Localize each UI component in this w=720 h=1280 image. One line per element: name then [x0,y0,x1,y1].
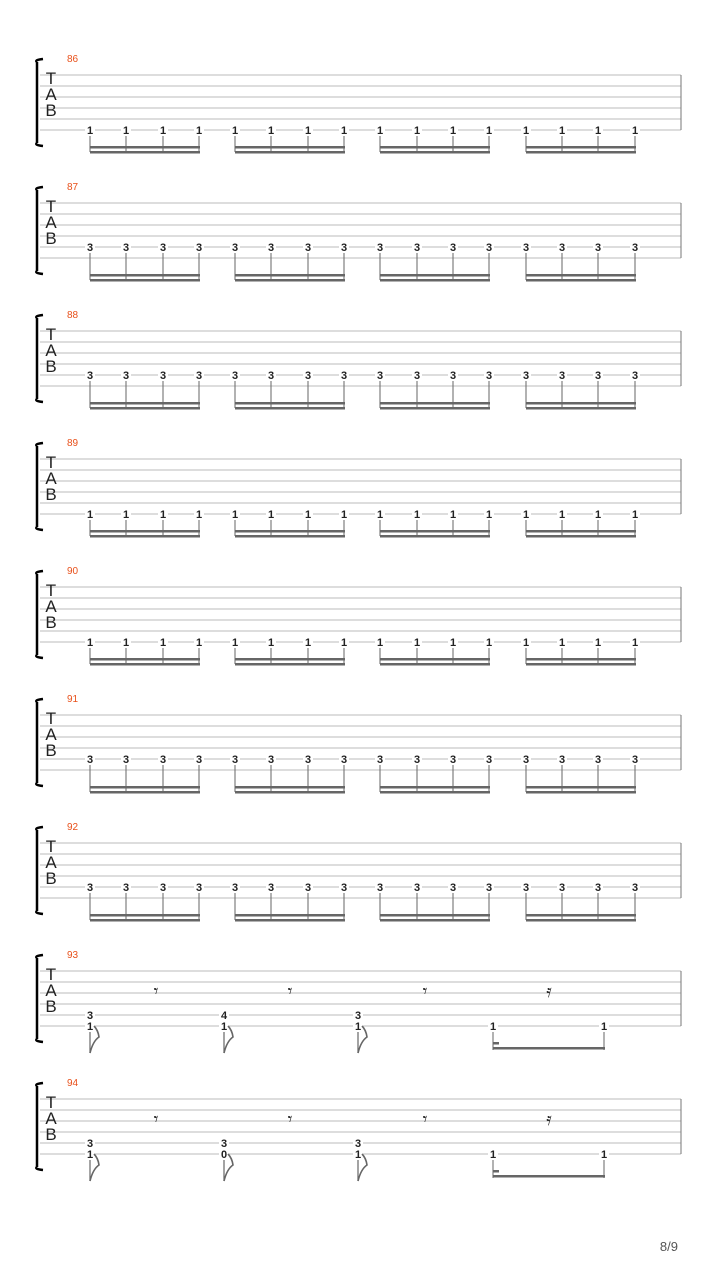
measure-number: 93 [67,950,79,961]
beam-eighth [90,786,200,789]
fret-number: 3 [354,1010,362,1022]
fret-number: 1 [376,637,384,649]
system-bracket [36,315,43,402]
beam-sixteenth [380,151,490,154]
fret-number: 1 [413,125,421,137]
tab-clef-letter: T [45,1093,57,1112]
fret-number: 1 [267,509,275,521]
beam-sixteenth [380,535,490,538]
fret-number: 1 [600,1149,608,1161]
fret-number: 3 [231,242,239,254]
beam-sixteenth [380,279,490,282]
beam-sixteenth [90,151,200,154]
eighth-rest: 𝄾 [153,981,159,1002]
beam-eighth [380,914,490,917]
fret-number: 3 [267,370,275,382]
fret-number: 1 [195,125,203,137]
fret-number: 1 [449,637,457,649]
fret-number: 3 [449,242,457,254]
tab-clef-letter: B [45,869,57,888]
fret-number: 1 [267,637,275,649]
tab-clef-letter: T [45,965,57,984]
beam-eighth [380,786,490,789]
measure-number: 90 [67,566,79,577]
fret-number: 3 [485,242,493,254]
fret-number: 3 [449,882,457,894]
fret-number: 1 [195,637,203,649]
tab-clef-letter: B [45,997,57,1016]
eighth-rest: 𝄾 [153,1109,159,1130]
tab-clef-letter: A [45,85,57,104]
fret-number: 3 [522,882,530,894]
fret-number: 3 [413,754,421,766]
beam-eighth [526,914,636,917]
beam-eighth [493,1047,605,1050]
beam-sixteenth [526,663,636,666]
beam-eighth [493,1175,605,1178]
beam-eighth [380,658,490,661]
fret-number: 3 [413,882,421,894]
fret-number: 3 [558,370,566,382]
fret-number: 3 [267,754,275,766]
tab-clef-letter: A [45,213,57,232]
tab-clef-letter: A [45,469,57,488]
fret-number: 3 [631,242,639,254]
fret-number: 3 [267,242,275,254]
system-bracket [36,827,43,914]
fret-number: 3 [340,370,348,382]
beam-eighth [526,786,636,789]
fret-number: 3 [376,242,384,254]
fret-number: 3 [594,882,602,894]
fret-number: 3 [304,370,312,382]
fret-number: 3 [376,754,384,766]
fret-number: 1 [122,637,130,649]
beam-sixteenth [235,279,345,282]
fret-number: 1 [485,509,493,521]
fret-number: 1 [631,509,639,521]
fret-number: 1 [558,637,566,649]
system-bracket [36,1083,43,1170]
beam-sixteenth [235,535,345,538]
measure-number: 94 [67,1078,79,1089]
eighth-rest: 𝄾 [287,1109,293,1130]
fret-number: 1 [304,125,312,137]
fret-number: 1 [485,125,493,137]
fret-number: 1 [485,637,493,649]
tab-system-91 [36,694,681,794]
beam-sixteenth [380,663,490,666]
measure-number: 86 [67,54,79,65]
fret-number: 1 [159,509,167,521]
tab-clef-letter: B [45,1125,57,1144]
beam-sixteenth [380,791,490,794]
fret-number: 1 [594,637,602,649]
beam-eighth [235,530,345,533]
fret-number: 1 [231,125,239,137]
eighth-rest: 𝄾 [422,981,428,1002]
tab-system-86 [36,54,681,154]
fret-number: 3 [558,754,566,766]
tab-clef-letter: T [45,197,57,216]
beam-eighth [235,274,345,277]
fret-number: 3 [304,242,312,254]
beam-eighth [380,274,490,277]
tab-clef-letter: T [45,837,57,856]
sixteenth-rest: 𝄿 [546,1109,552,1130]
system-bracket [36,187,43,274]
fret-number: 3 [86,754,94,766]
tab-clef-letter: A [45,725,57,744]
tab-clef-letter: B [45,101,57,120]
system-bracket [36,59,43,146]
fret-number: 3 [376,882,384,894]
beam-sixteenth [526,407,636,410]
fret-number: 3 [376,370,384,382]
fret-number: 3 [485,754,493,766]
tab-clef-letter: T [45,325,57,344]
fret-number: 1 [340,509,348,521]
tab-clef-letter: B [45,613,57,632]
fret-number: 3 [558,242,566,254]
measure-number: 87 [67,182,79,193]
system-bracket [36,571,43,658]
fret-number: 3 [340,242,348,254]
tab-system-89 [36,438,681,538]
measure-number: 89 [67,438,79,449]
fret-number: 1 [86,637,94,649]
fret-number: 3 [631,754,639,766]
beam-sixteenth [235,663,345,666]
fret-number: 1 [413,509,421,521]
fret-number: 3 [558,882,566,894]
fret-number: 1 [594,125,602,137]
fret-number: 0 [220,1149,228,1161]
fret-number: 1 [354,1021,362,1033]
beam-eighth [235,914,345,917]
fret-number: 3 [122,242,130,254]
fret-number: 1 [631,125,639,137]
fret-number: 3 [195,370,203,382]
beam-eighth [235,658,345,661]
beam-sixteenth [235,919,345,922]
fret-number: 3 [522,754,530,766]
fret-number: 1 [304,637,312,649]
fret-number: 3 [449,370,457,382]
tab-clef-letter: B [45,357,57,376]
beam-sixteenth [90,663,200,666]
fret-number: 1 [122,125,130,137]
beam-eighth [235,786,345,789]
fret-number: 3 [304,882,312,894]
fret-number: 1 [231,509,239,521]
eighth-rest: 𝄾 [422,1109,428,1130]
tab-clef-letter: B [45,485,57,504]
fret-number: 3 [267,882,275,894]
beam-sixteenth [380,407,490,410]
tab-clef-letter: T [45,581,57,600]
beam-sixteenth [90,279,200,282]
beam-eighth [90,658,200,661]
eighth-rest: 𝄾 [287,981,293,1002]
fret-number: 1 [376,125,384,137]
fret-number: 3 [231,882,239,894]
tab-clef-letter: A [45,341,57,360]
beam-eighth [90,146,200,149]
beam-eighth [526,146,636,149]
beam-eighth [526,658,636,661]
fret-number: 3 [86,1138,94,1150]
fret-number: 3 [231,754,239,766]
beam-sixteenth [526,535,636,538]
page-number: 8/9 [659,1239,678,1254]
fret-number: 3 [594,754,602,766]
fret-number: 3 [449,754,457,766]
fret-number: 3 [195,754,203,766]
beam-sixteenth [235,791,345,794]
tab-clef-letter: A [45,597,57,616]
fret-number: 3 [220,1138,228,1150]
tab-clef-letter: B [45,229,57,248]
fret-number: 1 [489,1021,497,1033]
beam-sixteenth [526,151,636,154]
beam-eighth [380,530,490,533]
fret-number: 4 [220,1010,228,1022]
tab-system-92 [36,822,681,922]
fret-number: 1 [376,509,384,521]
system-bracket [36,699,43,786]
fret-number: 1 [354,1149,362,1161]
beam-eighth [90,914,200,917]
fret-number: 1 [413,637,421,649]
fret-number: 3 [86,882,94,894]
fret-number: 3 [594,370,602,382]
beam-sixteenth [380,919,490,922]
fret-number: 3 [354,1138,362,1150]
fret-number: 3 [122,754,130,766]
fret-number: 1 [522,125,530,137]
fret-number: 1 [86,1021,94,1033]
fret-number: 1 [558,509,566,521]
fret-number: 1 [340,637,348,649]
fret-number: 1 [449,509,457,521]
fret-number: 3 [304,754,312,766]
fret-number: 3 [122,882,130,894]
beam-eighth [380,402,490,405]
beam-eighth [380,146,490,149]
fret-number: 3 [159,754,167,766]
beam-sixteenth [235,407,345,410]
tab-clef-letter: A [45,853,57,872]
tab-clef-letter: T [45,69,57,88]
tab-system-93 [36,950,681,1053]
beam-stub [493,1042,499,1045]
fret-number: 3 [485,882,493,894]
beam-eighth [526,274,636,277]
fret-number: 1 [594,509,602,521]
tab-clef-letter: B [45,741,57,760]
beam-eighth [235,146,345,149]
tab-system-94 [36,1078,681,1181]
fret-number: 1 [195,509,203,521]
fret-number: 1 [631,637,639,649]
fret-number: 3 [485,370,493,382]
fret-number: 1 [159,637,167,649]
fret-number: 1 [122,509,130,521]
measure-number: 92 [67,822,79,833]
fret-number: 3 [86,242,94,254]
sixteenth-rest: 𝄿 [546,981,552,1002]
fret-number: 1 [220,1021,228,1033]
tab-system-87 [36,182,681,282]
tab-clef-letter: T [45,709,57,728]
beam-sixteenth [526,919,636,922]
fret-number: 3 [159,882,167,894]
beam-eighth [90,274,200,277]
fret-number: 1 [340,125,348,137]
fret-number: 3 [159,370,167,382]
fret-number: 3 [122,370,130,382]
fret-number: 1 [489,1149,497,1161]
tab-clef-letter: A [45,1109,57,1128]
fret-number: 3 [86,370,94,382]
system-bracket [36,443,43,530]
fret-number: 1 [558,125,566,137]
fret-number: 3 [86,1010,94,1022]
beam-eighth [90,530,200,533]
fret-number: 3 [159,242,167,254]
beam-eighth [90,402,200,405]
tab-clef-letter: A [45,981,57,1000]
beam-sixteenth [526,791,636,794]
fret-number: 3 [340,754,348,766]
beam-sixteenth [90,791,200,794]
fret-number: 3 [594,242,602,254]
fret-number: 1 [267,125,275,137]
beam-eighth [526,530,636,533]
fret-number: 3 [631,370,639,382]
fret-number: 1 [159,125,167,137]
fret-number: 3 [340,882,348,894]
fret-number: 1 [231,637,239,649]
fret-number: 3 [413,370,421,382]
fret-number: 3 [195,242,203,254]
fret-number: 1 [304,509,312,521]
fret-number: 3 [231,370,239,382]
beam-sixteenth [90,535,200,538]
fret-number: 3 [195,882,203,894]
fret-number: 1 [86,1149,94,1161]
fret-number: 3 [413,242,421,254]
beam-sixteenth [526,279,636,282]
beam-sixteenth [235,151,345,154]
measure-number: 88 [67,310,79,321]
fret-number: 3 [522,242,530,254]
fret-number: 1 [86,509,94,521]
fret-number: 1 [522,509,530,521]
beam-sixteenth [90,919,200,922]
beam-eighth [526,402,636,405]
fret-number: 1 [600,1021,608,1033]
fret-number: 3 [631,882,639,894]
fret-number: 1 [449,125,457,137]
tab-system-88 [36,310,681,410]
fret-number: 3 [522,370,530,382]
beam-eighth [235,402,345,405]
fret-number: 1 [522,637,530,649]
tab-system-90 [36,566,681,666]
system-bracket [36,955,43,1042]
beam-sixteenth [90,407,200,410]
tab-clef-letter: T [45,453,57,472]
beam-stub [493,1170,499,1173]
fret-number: 1 [86,125,94,137]
measure-number: 91 [67,694,79,705]
